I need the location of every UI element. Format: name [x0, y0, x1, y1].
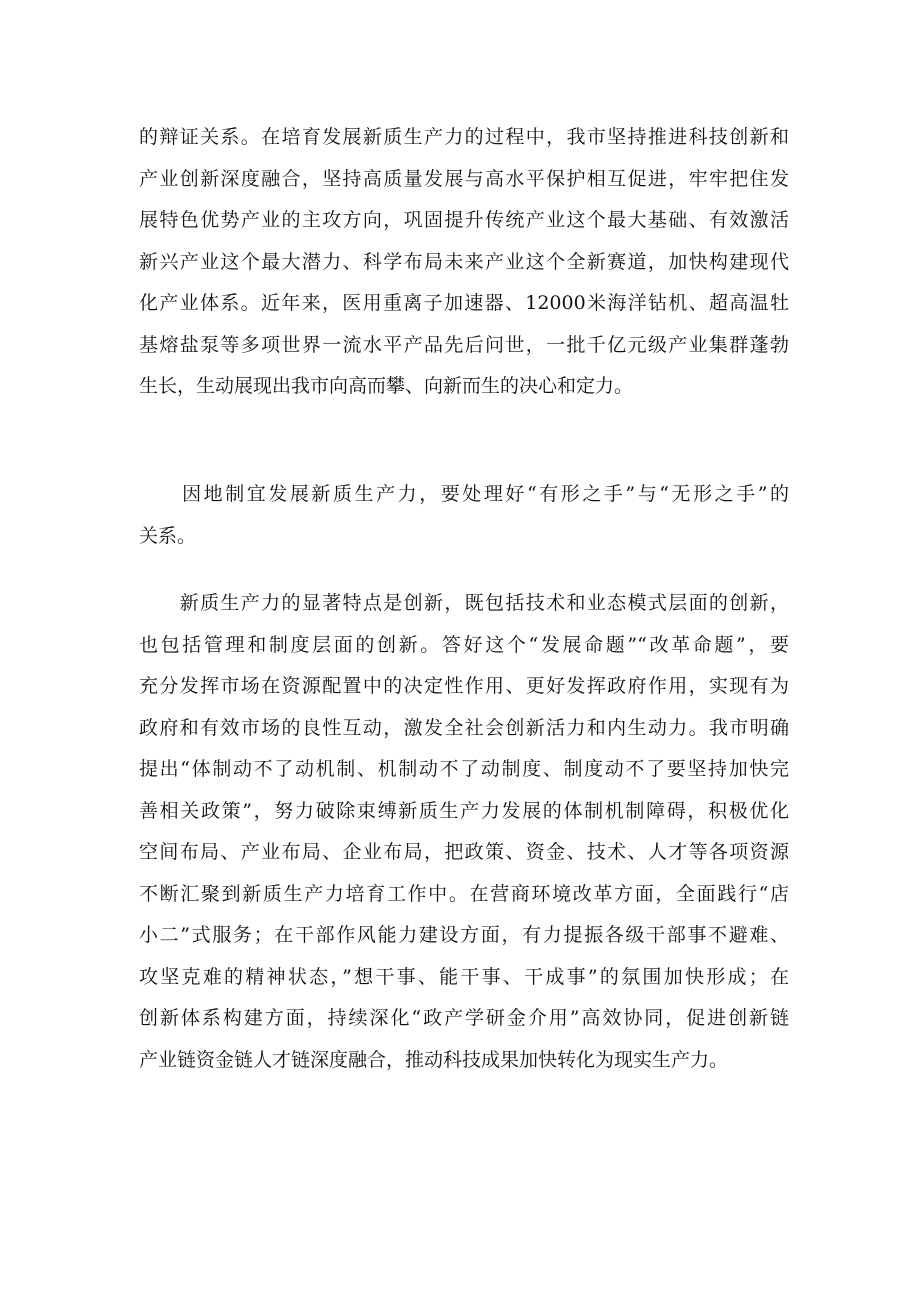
text-line: 政府和有效市场的良性互动，激发全社会创新活力和内生动力。我市明确 [139, 716, 789, 739]
text-line: 新质生产力的显著特点是创新，既包括技术和业态模式层面的创新， [139, 592, 789, 614]
text-line: 产业链资金链人才链深度融合，推动科技成果加快转化为现实生产力。 [139, 1048, 729, 1071]
text-line: 展特色优势产业的主攻方向，巩固提升传统产业这个最大基础、有效激活 [139, 209, 789, 231]
text-line: 因地制宜发展新质生产力，要处理好“有形之手”与“无形之手”的 [139, 483, 789, 505]
text-line: 新兴产业这个最大潜力、科学布局未来产业这个全新赛道，加快构建现代 [139, 250, 789, 273]
text-line: 的辩证关系。在培育发展新质生产力的过程中，我市坚持推进科技创新和 [139, 126, 789, 148]
text-line: 空间布局、产业布局、企业布局，把政策、资金、技术、人才等各项资源 [139, 841, 789, 863]
text-line: 也包括管理和制度层面的创新。答好这个“发展命题”“改革命题”，要 [139, 633, 789, 656]
text-line: 小二”式服务；在干部作风能力建设方面，有力提振各级干部事不避难、 [139, 924, 789, 946]
text-line: 基熔盐泵等多项世界一流水平产品先后问世，一批千亿元级产业集群蓬勃 [139, 333, 789, 356]
text-line: 化产业体系。近年来，医用重离子加速器、12000米海洋钻机、超高温牡 [139, 292, 789, 314]
text-line: 提出“体制动不了动机制、机制动不了动制度、制度动不了要坚持加快完 [139, 758, 789, 780]
text-line: 创新体系构建方面，持续深化“政产学研金介用”高效协同，促进创新链 [139, 1007, 789, 1029]
text-line: 善相关政策”，努力破除束缚新质生产力发展的体制机制障碍，积极优化 [139, 799, 789, 822]
text-line: 不断汇聚到新质生产力培育工作中。在营商环境改革方面，全面践行“店 [139, 882, 789, 905]
paragraph-2 [139, 474, 789, 557]
text-line: 生长，生动展现出我市向高而攀、向新而生的决心和定力。 [139, 375, 634, 397]
text-line: 充分发挥市场在资源配置中的决定性作用、更好发挥政府作用，实现有为 [139, 675, 789, 697]
text-line: 产业创新深度融合，坚持高质量发展与高水平保护相互促进，牢牢把住发 [139, 167, 789, 190]
text-line: 关系。 [139, 524, 197, 547]
paragraph-1 [139, 117, 789, 408]
paragraph-3 [139, 583, 789, 1081]
text-line: 攻坚克难的精神状态，”想干事、能干事、干成事”的氛围加快形成；在 [139, 965, 789, 988]
